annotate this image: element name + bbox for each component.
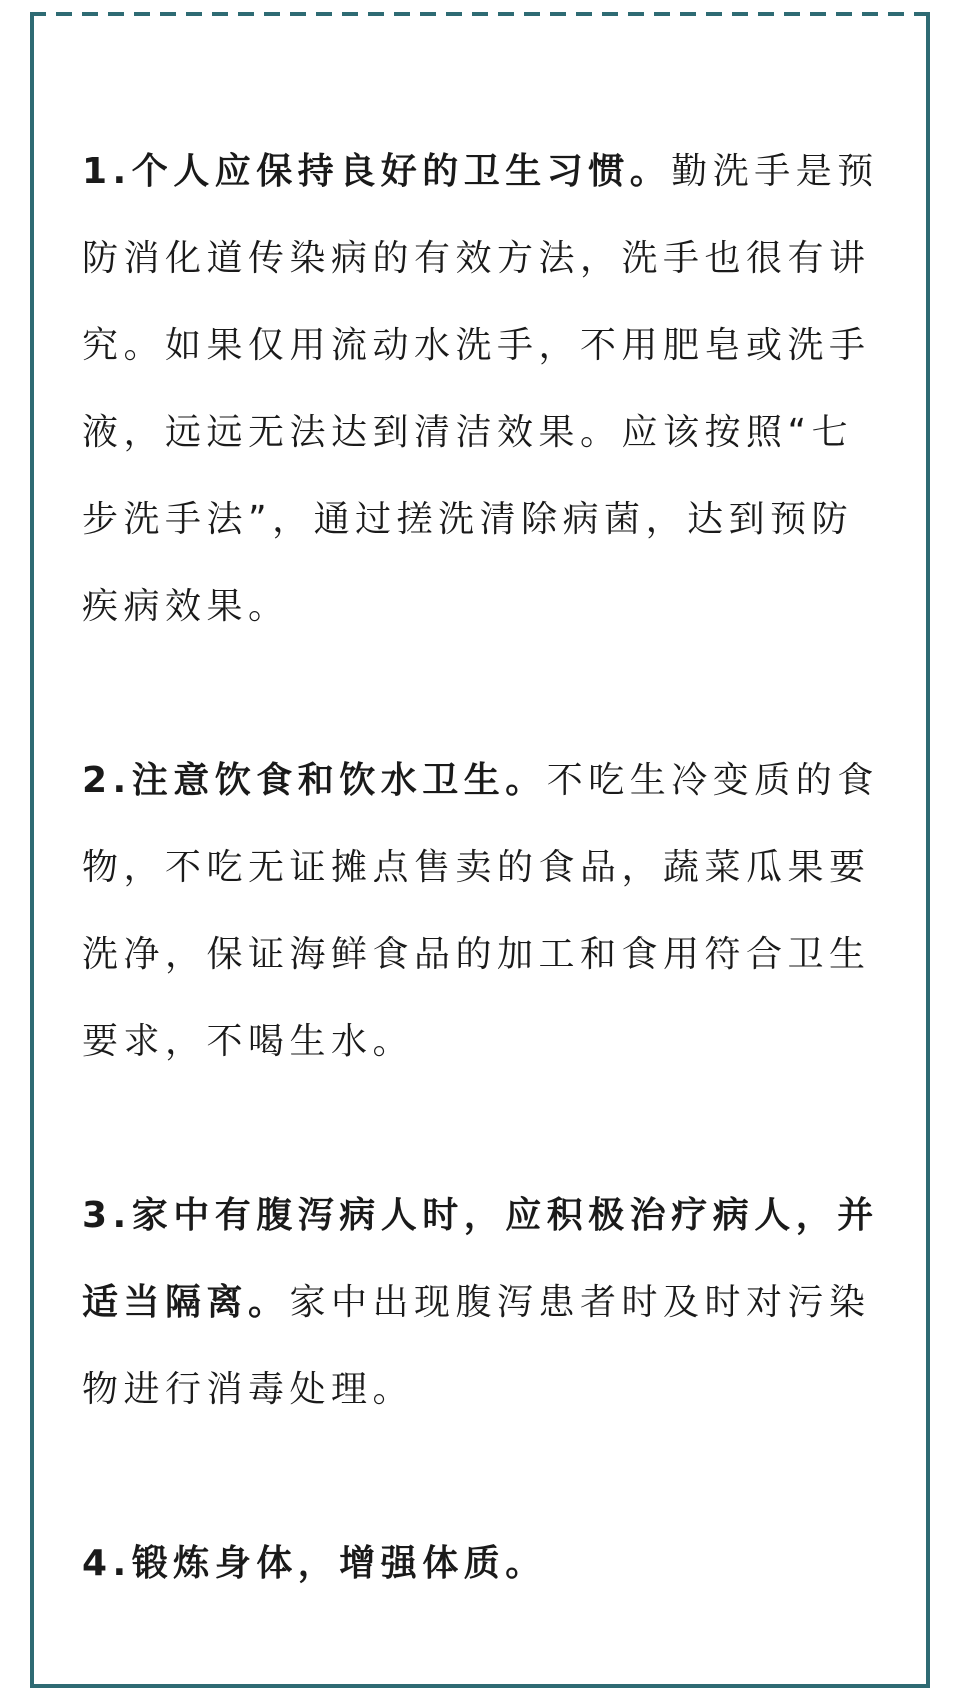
paragraph-text: 勤洗手是预防消化道传染病的有效方法，洗手也很有讲究。如果仅用流动水洗手，不用肥皂或洗手液，远远无法达到清洁效果。应该按照“七步洗手法”，通过搓洗清除病菌，达到预防疾病效果。: [82, 151, 879, 627]
paragraph-lead: 3.家中有腹泻病人时，应积极治疗病人，并适当隔离。: [82, 1195, 879, 1323]
paragraph-lead: 4.锻炼身体，增强体质。: [82, 1543, 547, 1584]
paragraph-text: 家中出现腹泻患者时及时对污染物进行消毒处理。: [82, 1282, 871, 1410]
paragraph-food-water-hygiene: [82, 737, 882, 1085]
paragraph-hand-hygiene: [82, 128, 882, 650]
paragraph-lead: 2.注意饮食和饮水卫生。: [82, 760, 547, 801]
article-body: [82, 128, 882, 1607]
paragraph-lead: 1.个人应保持良好的卫生习惯。: [82, 151, 672, 192]
paragraph-exercise: [82, 1520, 882, 1607]
frame-dashed-top-border: [30, 12, 930, 16]
paragraph-text: 不吃生冷变质的食物，不吃无证摊点售卖的食品，蔬菜瓜果要洗净，保证海鲜食品的加工和食用符合卫生要求，不喝生水。: [82, 760, 879, 1062]
paragraph-isolate-patients: [82, 1172, 882, 1433]
